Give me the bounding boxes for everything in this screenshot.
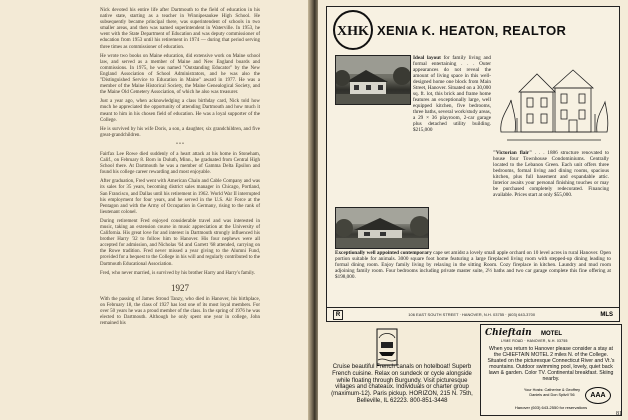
listing-ideal-layout: Ideal layout for family living and formal entertaining . . . Outer appearances do not reveal the amount of living space in this well-designed home one block from Main Street, Hanover. Situated on a 30,000 sq. ft. lot, this brick and frame home features an exceptionally large, well equipped kitchen, five bedrooms, three baths, several work/study areas, a 29 × 36 playroom, 2-car garage plus detached utility building. $215,000: [413, 55, 492, 133]
paragraph: He is survived by his wife Doris, a son, a daughter, six grandchildren, and five great-grandchildren.: [100, 126, 260, 138]
house-photo: [335, 55, 411, 105]
paragraph: He wrote two books on Maine education, did extensive work on Maine school law, and served as a member of Maine and New England boards and commissions. In 1975, he was named "Outstanding Educator" by the New England Association of School Administrators, and he was also the "Distinguished Service to Education in Maine" award in 1977. He was a member of the Maine Historical Society, the Maine Genealogical Society, and the Maine Old Cemetery Association, of which he also was treasurer.: [100, 53, 260, 96]
contemporary-house-photo: [335, 207, 429, 249]
listing-victorian-flair: "Victorian flair" . . . 1886 structure renovated to house four Townhouse Condominiums. Centrally located to the Lebanon Green. Each unit offers three bedrooms, formal living and dining rooms, spacious kitchen, plus full basement and expandable attic. Interior awaits your personal finishing touches or may be purchased completely redecorated. Financing available. Prices start at only $55,000.: [493, 150, 609, 198]
paragraph: Fred, who never married, is survived by his brother Harry and Harry's family.: [100, 270, 256, 276]
page-number: 81: [616, 411, 622, 417]
motel-word: MOTEL: [541, 331, 562, 337]
paragraph: Nick devoted his entire life after Dartmouth to the field of education in his native state, starting as a teacher in Winnipesaukee High School. He subsequently became principal there, was superintendent of schools in two smaller areas, and then was named superintendent in Waterville. In 1953, he went with the State Department of Education and was deputy commissioner of education from 1953 until his retirement in 1974 — during that period serving three times as commissioner of education.: [100, 8, 260, 50]
paragraph: Just a year ago, when acknowledging a class birthday card, Nick told how much he appreciated the opportunity of attending Dartmouth and how much it meant to him in his chosen field of education. He was a loyal supporter of the College.: [100, 99, 260, 123]
paragraph: Fairfax Lee Rowe died suddenly of a heart attack at his home in Stoneham, Calif., on February 8. Born in Duluth, Minn., he graduated from Central High School there. At Dartmouth he was a member of Gamma Delta Epsilon and found his college career rewarding and most enjoyable.: [100, 151, 260, 176]
cruise-advertisement: [330, 328, 474, 412]
motel-address-line: LYME ROAD · HANOVER, N.H. 03755: [501, 339, 568, 343]
aaa-badge-icon: AAA: [585, 387, 611, 404]
motel-copy: When you return to Hanover please consider a stay at the CHIEFTAIN MOTEL 2 miles N. of the College. Situated on the picturesque Connecticut River and Vt.'s mountains. Outdoor swimming pool, lovely, quiet back lawn & garden. Color TV. Continental breakfast. Skiing nearby.: [487, 346, 615, 382]
section-separator: • • •: [176, 141, 184, 147]
realtor-name: XENIA K. HEATON, REALTOR: [377, 23, 567, 38]
realtor-logo: [333, 10, 373, 50]
motel-advertisement: [480, 324, 622, 416]
realtor-emblem-icon: R: [333, 310, 343, 320]
paragraph: After graduation, Fred went with American Chain and Cable Company and was its sales for 35 years, becoming district sales manager in Chicago, Portland, San Francisco, and Dallas until his retirement in 1962. World War II interrupted his employment for four years, and he served in the U.S. Air Force at the Pentagon and with the Army of Occupation in Germany, rising to the rank of lieutenant colonel.: [100, 179, 260, 215]
victorian-house-sketch: [497, 62, 609, 146]
motel-phone: Hanover (603) 643-2550 for reservations: [514, 405, 588, 410]
realtor-address: 106 EAST SOUTH STREET · HANOVER, N.H. 03755 · (603) 643-3700: [408, 312, 536, 317]
paragraph: During retirement Fred enjoyed considerable travel and was interested in music, taking an extension course in music appreciation at the University of California. His great love for and interest in Dartmouth strongly influenced his brother Harry '32 to follow him to Hanover. His four nephews were all accepted for admission, and Nicholas '64 and Garrett '68 attended, carrying on the Rowe tradition. Fred never missed a year giving to the Alumni Fund, provided for a bequest to the College in his will and regularly contributed to the Dartmouth Educational Association.: [100, 218, 260, 267]
class-year-heading: 1927: [171, 282, 189, 293]
realtor-footer: [327, 307, 619, 321]
cruise-copy: Cruise beautiful French canals on hotelboat! Superb French cuisine. Relax on sundeck or cycle alongside while floating through Burgundy. Visit picturesque villages and chateaux. Individuals or charter group (maximum-12). Paris pickup. HORIZON, 215 N. 75th, Belleville, IL 62223. 800-851-3448: [331, 364, 473, 404]
canal-boat-illustration: [376, 328, 398, 366]
motel-name: Chieftain: [485, 328, 532, 338]
paragraph: With the passing of James Stroud Tanzy, who died in Hanover, his birthplace, on February 18, the class of 1927 has lost one of its most loyal members. For over 50 years he was a proud member of the class. In the spring of 1976 he was elected to Dartmouth. Although he only spent one year in college, John remained his: [100, 296, 260, 327]
logo-text: XHK: [337, 24, 369, 39]
right-page: [318, 0, 628, 420]
realtor-advertisement: [326, 6, 620, 322]
listing-contemporary-cape: Exceptionally well appointed contemporary cape set amidst a lovely small apple orchard on 10 level acres in rural Hanover. Open portion suitable for animals. 3000 square foot home featuring a large fireplaced living room with stepped-up dining leading to formal dining room. Enjoy family living by relaxing in the sitting Room. Cozy fireplace in kitchen. Laundry and mud room adjoining family room. Four bedrooms including private master suite, 2½ baths and two car garage complete this fine offering at $198,000.: [335, 250, 612, 280]
mls-label: MLS: [600, 311, 613, 318]
motel-hosts: Your Hosts: Catherine & Geoffrey Daniels and Don Spitzli '56: [523, 388, 581, 397]
class-notes-column: [100, 8, 260, 330]
